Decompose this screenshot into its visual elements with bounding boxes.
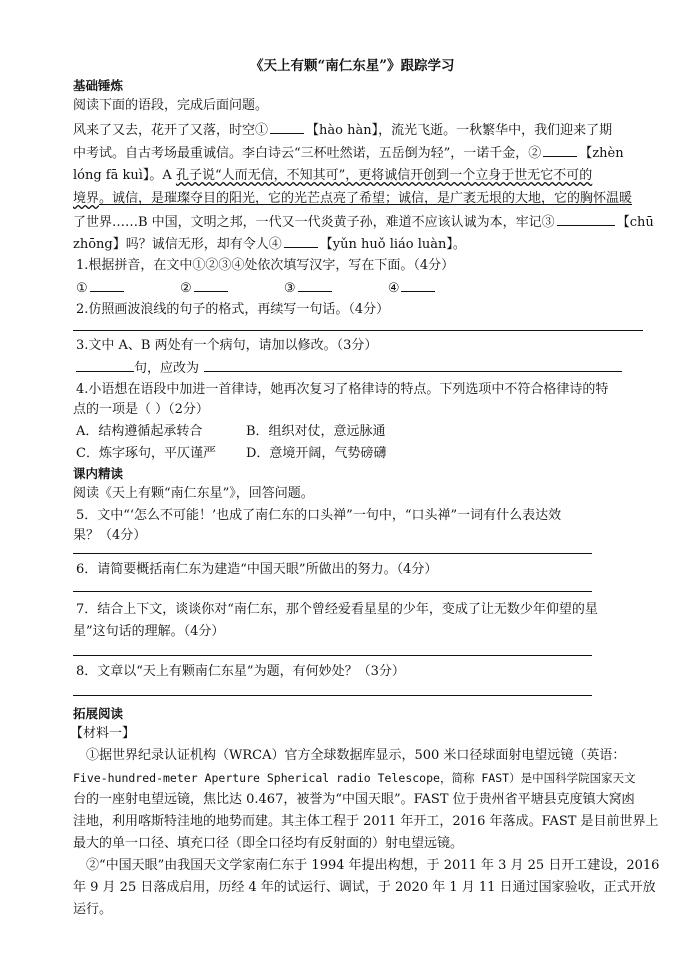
passage-line: lóng fā kuì】。A 孔子说“人而无信，不知其可”，更将诚信开创到一个立身于世无它不可的 bbox=[73, 168, 593, 183]
question-5: 5．文中“‘怎么不可能！’也成了南仁东的口头禅”一句中，“口头禅”一词有什么表达效 bbox=[76, 508, 562, 523]
material-line: 运行。 bbox=[73, 902, 113, 917]
blank-4[interactable] bbox=[284, 234, 318, 248]
option-b[interactable]: B．组织对仗，意远脉通 bbox=[246, 424, 386, 439]
material-line: 洼地，利用喀斯特洼地的地势而建。其主体工程于 2011 年开工，2016 年落成。FAST 是目前世界上 bbox=[73, 814, 659, 829]
material-line: ①据世界纪录认证机构（WRCA）官方全球数据库显示，500 米口径球面射电望远镜（英语： bbox=[86, 748, 626, 763]
page-title: 《天上有颗“南仁东星”》跟踪学习 bbox=[250, 58, 455, 74]
answer-line-q2[interactable] bbox=[73, 330, 643, 331]
answer-line-q7[interactable] bbox=[73, 655, 592, 656]
answer-line-q5[interactable] bbox=[73, 553, 592, 554]
passage-line: 了世界……B 中国，文明之邦，一代又一代炎黄子孙，难道不应该认诚为本，牢记③ 【chū bbox=[0, 212, 688, 232]
material-line: Five-hundred-meter Aperture Spherical radio Telescope，简称 FAST）是中国科学院国家天文 bbox=[73, 771, 636, 785]
options-row bbox=[0, 422, 688, 442]
section-extend: 拓展阅读 bbox=[73, 706, 124, 721]
answer-blank-2[interactable] bbox=[194, 278, 228, 292]
answer-line-q6[interactable] bbox=[73, 591, 592, 592]
question-3: 3.文中 A、B 两处有一个病句，请加以修改。（3分） bbox=[76, 338, 378, 353]
question-5-cont: 果？（4分） bbox=[73, 528, 147, 543]
material-line: 年 9 月 25 日落成启用，历经 4 年的试运行、调试，于 2020 年 1 月 11 日通过国家验收，正式开放 bbox=[73, 880, 656, 895]
material-line: 最大的单一口径、填充口径（即全口径均有反射面的）射电望远镜。 bbox=[73, 836, 464, 851]
option-c[interactable]: C．炼字琢句，平仄谨严 bbox=[76, 446, 216, 461]
passage-line: 风来了又去，花开了又落，时空① 【hào hàn】，流光飞逝。一秋繁华中，我们迎来了期 bbox=[0, 120, 688, 140]
section-inclass: 课内精读 bbox=[73, 466, 124, 481]
reading-instruction: 阅读下面的语段，完成后面问题。 bbox=[73, 98, 269, 113]
answer-row-q1: ① ② ③ ④ bbox=[0, 278, 688, 298]
answer-blank-1[interactable] bbox=[90, 278, 124, 292]
option-a[interactable]: A．结构遵循起承转合 bbox=[76, 424, 203, 439]
blank-1[interactable] bbox=[270, 120, 304, 134]
answer-blank-3[interactable] bbox=[298, 278, 332, 292]
options-row bbox=[0, 444, 688, 464]
blank-2[interactable] bbox=[543, 143, 577, 157]
answer-blank-sentence[interactable] bbox=[76, 358, 134, 372]
material-line: 台的一座射电望远镜，焦比达 0.467，被誉为“中国天眼”。FAST 位于贵州省平塘县克度镇大窝凼 bbox=[73, 792, 635, 807]
question-1: 1.根据拼音，在文中①②③④处依次填写汉字，写在下面。（4分） bbox=[76, 258, 455, 273]
question-7: 7．结合上下文，谈谈你对“南仁东，那个曾经爱看星星的少年，变成了让无数少年仰望的星 bbox=[76, 602, 598, 617]
answer-line-q8[interactable] bbox=[73, 695, 592, 696]
passage-line: zhōng】吗？诚信无形，却有令人④ 【yǔn huǒ liáo luàn】。 bbox=[0, 234, 688, 254]
underlined-sentence: 。诚信，是璀璨夺目的阳光，它的光芒点亮了希望；诚信，是广袤无垠的大地，它的胸怀温暖 bbox=[99, 191, 633, 206]
blank-3[interactable] bbox=[557, 212, 615, 226]
answer-blank-4[interactable] bbox=[401, 278, 435, 292]
material-label: 【材料一】 bbox=[70, 726, 136, 741]
wavy-sentence: 孔子说“人而无信，不知其可”，更将诚信开创到一个立身于世无它不可的 bbox=[175, 168, 593, 183]
passage-line: 境界。诚信，是璀璨夺目的阳光，它的光芒点亮了希望；诚信，是广袤无垠的大地，它的胸怀温暖 bbox=[73, 191, 633, 206]
question-7-cont: 星”这句话的理解。（4分） bbox=[73, 624, 225, 639]
question-4: 4.小语想在语段中加进一首律诗，她再次复习了格律诗的特点。下列选项中不符合格律诗的特 bbox=[76, 382, 609, 397]
question-2: 2.仿照画波浪线的句子的格式，再续写一句话。（4分） bbox=[76, 302, 390, 317]
question-8: 8．文章以“天上有颗南仁东星”为题，有何妙处？（3分） bbox=[76, 664, 405, 679]
question-6: 6．请简要概括南仁东为建造“中国天眼”所做出的努力。（4分） bbox=[76, 562, 438, 577]
section-basic: 基础锤炼 bbox=[73, 78, 124, 93]
reading-instruction-2: 阅读《天上有颗“南仁东星”》，回答问题。 bbox=[73, 486, 314, 501]
option-d[interactable]: D．意境开阔，气势磅礴 bbox=[246, 446, 387, 461]
answer-line-q3[interactable] bbox=[204, 371, 622, 372]
question-4-cont: 点的一项是（ ）（2分） bbox=[73, 402, 209, 417]
material-line: ②“中国天眼”由我国天文学家南仁东于 1994 年提出构想，于 2011 年 3 月 25 日开工建设，2016 bbox=[86, 858, 660, 873]
passage-line: 中考试。自古考场最重诚信。李白诗云“三杯吐然诺，五岳倒为轻”，一诺千金，② 【zhèn bbox=[0, 143, 688, 163]
answer-row-q3: 句，应改为 bbox=[0, 358, 688, 378]
